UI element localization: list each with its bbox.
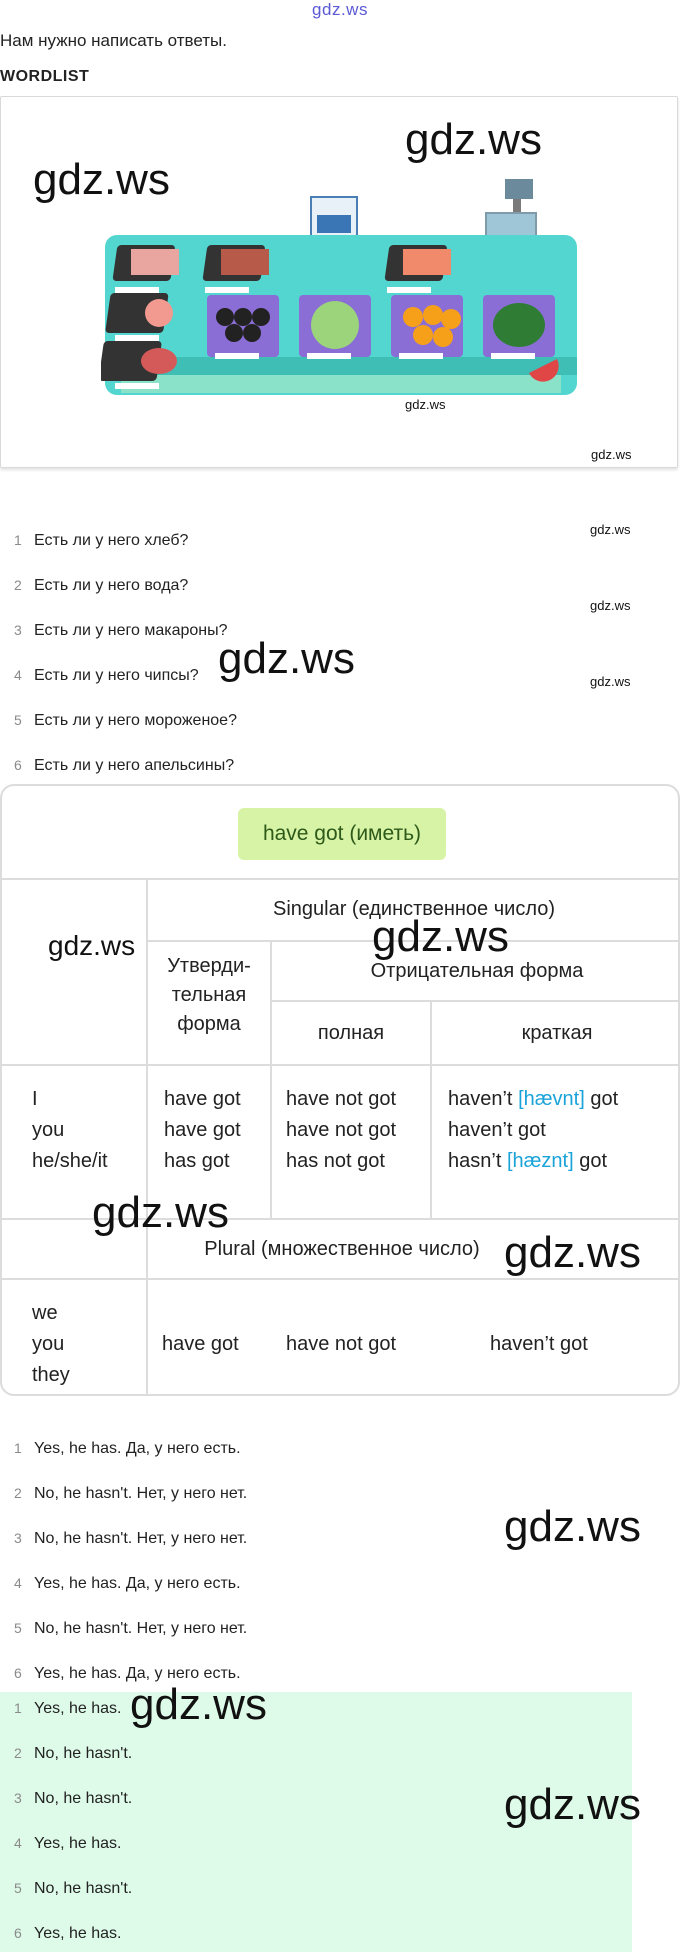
item-number: 1 [14, 1440, 22, 1456]
item-text: No, he hasn't. [34, 1745, 133, 1762]
watermark: gdz.ws [33, 155, 170, 204]
item-text: Yes, he has. [34, 1835, 122, 1852]
grammar-title: have got (иметь) [238, 808, 446, 860]
item-number: 4 [14, 1835, 22, 1851]
affirmative-header: Утверди-тельная форма [167, 955, 251, 1035]
watermark: gdz.ws [591, 447, 632, 462]
item-text: No, he hasn't. [34, 1790, 133, 1807]
wordlist-card [0, 96, 678, 468]
list-item [0, 1790, 132, 1820]
item-number: 6 [14, 757, 22, 773]
item-number: 1 [14, 1700, 22, 1716]
watermark: gdz.ws [48, 930, 136, 961]
item-number: 3 [14, 1790, 22, 1806]
pronoun: we [32, 1302, 58, 1324]
list-item [0, 577, 188, 607]
transcription: [hævnt] [518, 1088, 585, 1110]
singular-pronouns [32, 1084, 108, 1177]
watermark: gdz.ws [504, 1780, 641, 1829]
singular-short-negative [448, 1084, 618, 1177]
item-text: No, he hasn't. Нет, у него нет. [34, 1620, 248, 1637]
plural-full-negative: have not got [286, 1333, 397, 1355]
form: haven’t [hævnt] got [448, 1088, 619, 1110]
form: haven’t got [448, 1119, 546, 1141]
item-number: 2 [14, 1485, 22, 1501]
list-item [0, 622, 228, 652]
item-text: No, he hasn't. Нет, у него нет. [34, 1485, 248, 1502]
intro-text: Нам нужно написать ответы. [0, 31, 227, 50]
pronoun: I [32, 1088, 38, 1110]
list-item [0, 1575, 241, 1605]
pronoun: you [32, 1119, 65, 1141]
plural-header: Plural (множественное число) [204, 1238, 480, 1260]
list-item [0, 1700, 121, 1730]
watermark: gdz.ws [218, 634, 355, 683]
item-number: 5 [14, 1880, 22, 1896]
item-text: Yes, he has. Да, у него есть. [34, 1665, 241, 1682]
plural-affirmative: have got [162, 1333, 239, 1355]
short-form-header: краткая [521, 1022, 593, 1044]
watermark: gdz.ws [590, 522, 631, 537]
form: have got [164, 1088, 241, 1110]
singular-affirmative [164, 1084, 241, 1177]
item-number: 2 [14, 577, 22, 593]
list-item [0, 1835, 121, 1865]
watermark: gdz.ws [405, 397, 446, 412]
item-text: No, he hasn't. Нет, у него нет. [34, 1530, 248, 1547]
list-item [0, 667, 199, 697]
list-item [0, 1530, 247, 1560]
item-number: 6 [14, 1665, 22, 1681]
item-text: No, he hasn't. [34, 1880, 133, 1897]
singular-full-negative [286, 1084, 396, 1177]
form: have got [164, 1119, 241, 1141]
list-item [0, 757, 234, 787]
item-number: 4 [14, 667, 22, 683]
list-item [0, 532, 188, 562]
item-text: Yes, he has. Да, у него есть. [34, 1440, 241, 1457]
list-item [0, 1620, 247, 1650]
item-number: 6 [14, 1925, 22, 1941]
list-item [0, 1925, 121, 1955]
list-item [0, 1440, 241, 1470]
watermark: gdz.ws [372, 912, 509, 961]
list-item [0, 1485, 247, 1515]
item-text: Есть ли у него чипсы? [34, 667, 199, 684]
list-item [0, 1880, 132, 1910]
grammar-table [0, 784, 680, 1396]
item-text: Есть ли у него мороженое? [34, 712, 237, 729]
item-number: 5 [14, 1620, 22, 1636]
item-number: 4 [14, 1575, 22, 1591]
watermark: gdz.ws [504, 1502, 641, 1551]
pronoun: they [32, 1364, 70, 1386]
food-counter-illustration [101, 177, 581, 397]
item-text: Есть ли у него хлеб? [34, 532, 189, 549]
plural-short-negative: haven’t got [490, 1333, 588, 1355]
item-text: Yes, he has. Да, у него есть. [34, 1575, 241, 1592]
full-form-header: полная [317, 1022, 385, 1044]
form: has got [164, 1150, 230, 1172]
watermark: gdz.ws [92, 1188, 229, 1237]
pronoun: you [32, 1333, 65, 1355]
plural-pronouns [32, 1298, 70, 1391]
item-text: Yes, he has. [34, 1925, 122, 1942]
watermark: gdz.ws [590, 674, 631, 689]
item-number: 3 [14, 622, 22, 638]
item-number: 2 [14, 1745, 22, 1761]
watermark: gdz.ws [590, 598, 631, 613]
item-number: 1 [14, 532, 22, 548]
watermark: gdz.ws [405, 115, 542, 164]
item-text: Есть ли у него апельсины? [34, 757, 235, 774]
watermark: gdz.ws [504, 1228, 641, 1277]
form: have not got [286, 1119, 397, 1141]
list-item [0, 712, 237, 742]
wordlist-title: WORDLIST [0, 68, 90, 85]
form: hasn’t [hæznt] got [448, 1150, 607, 1172]
item-text: Есть ли у него макароны? [34, 622, 228, 639]
pronoun: he/she/it [32, 1150, 108, 1172]
transcription: [hæznt] [506, 1150, 574, 1172]
form: has not got [286, 1150, 385, 1172]
list-item [0, 1745, 132, 1775]
watermark: gdz.ws [130, 1680, 267, 1729]
singular-header: Singular (единственное число) [272, 898, 555, 920]
item-number: 5 [14, 712, 22, 728]
negative-header: Отрицательная форма [370, 960, 584, 982]
item-text: Yes, he has. [34, 1700, 122, 1717]
item-number: 3 [14, 1530, 22, 1546]
item-text: Есть ли у него вода? [34, 577, 189, 594]
form: have not got [286, 1088, 397, 1110]
top-watermark: gdz.ws [312, 0, 368, 19]
